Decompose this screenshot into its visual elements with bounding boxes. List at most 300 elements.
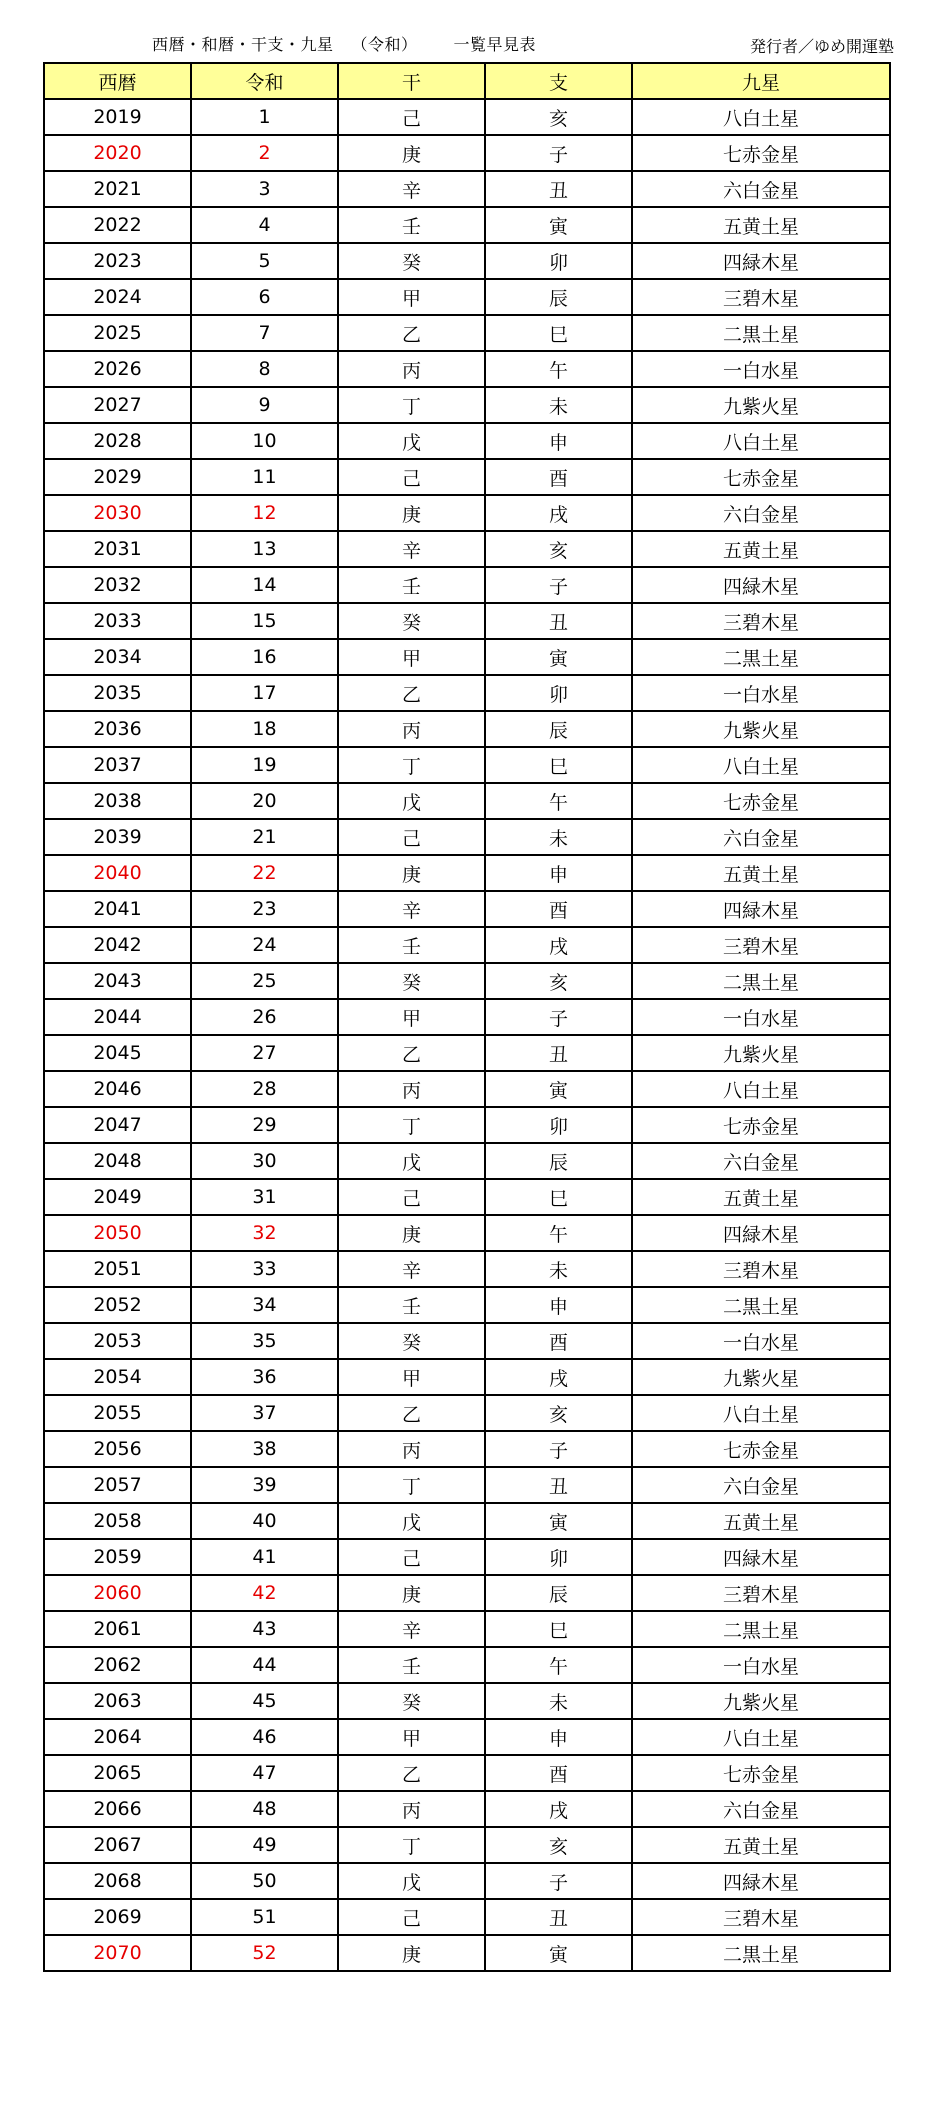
cell-earthly-branch: 卯 [485,1107,632,1143]
cell-nine-star: 四緑木星 [632,243,890,279]
table-row [44,387,890,423]
cell-reiwa-year: 51 [191,1899,338,1935]
cell-reiwa-year: 12 [191,495,338,531]
table-row [44,1683,890,1719]
cell-reiwa-year: 45 [191,1683,338,1719]
cell-nine-star: 七赤金星 [632,783,890,819]
cell-heavenly-stem: 乙 [338,1395,485,1431]
cell-western-year: 2030 [44,495,191,531]
cell-heavenly-stem: 辛 [338,531,485,567]
cell-nine-star: 二黒土星 [632,315,890,351]
cell-earthly-branch: 未 [485,387,632,423]
cell-earthly-branch: 卯 [485,675,632,711]
table-row [44,1179,890,1215]
cell-reiwa-year: 5 [191,243,338,279]
cell-heavenly-stem: 己 [338,459,485,495]
cell-earthly-branch: 午 [485,1647,632,1683]
cell-nine-star: 四緑木星 [632,1539,890,1575]
cell-nine-star: 五黄土星 [632,855,890,891]
table-row [44,1647,890,1683]
cell-nine-star: 二黒土星 [632,639,890,675]
cell-earthly-branch: 巳 [485,315,632,351]
cell-earthly-branch: 子 [485,135,632,171]
table-row [44,1395,890,1431]
cell-western-year: 2019 [44,99,191,135]
cell-earthly-branch: 亥 [485,1395,632,1431]
table-row [44,315,890,351]
cell-western-year: 2040 [44,855,191,891]
table-row [44,1575,890,1611]
cell-heavenly-stem: 甲 [338,1359,485,1395]
cell-nine-star: 二黒土星 [632,1611,890,1647]
cell-nine-star: 三碧木星 [632,603,890,639]
cell-reiwa-year: 42 [191,1575,338,1611]
cell-reiwa-year: 48 [191,1791,338,1827]
cell-western-year: 2035 [44,675,191,711]
table-row [44,855,890,891]
cell-nine-star: 八白土星 [632,1071,890,1107]
table-row [44,747,890,783]
cell-reiwa-year: 14 [191,567,338,603]
cell-nine-star: 五黄土星 [632,1827,890,1863]
cell-nine-star: 一白水星 [632,351,890,387]
cell-reiwa-year: 17 [191,675,338,711]
cell-heavenly-stem: 甲 [338,279,485,315]
cell-nine-star: 九紫火星 [632,1359,890,1395]
cell-reiwa-year: 16 [191,639,338,675]
cell-nine-star: 二黒土星 [632,1287,890,1323]
cell-reiwa-year: 26 [191,999,338,1035]
cell-earthly-branch: 午 [485,783,632,819]
cell-western-year: 2025 [44,315,191,351]
cell-western-year: 2046 [44,1071,191,1107]
cell-reiwa-year: 13 [191,531,338,567]
cell-nine-star: 三碧木星 [632,1899,890,1935]
cell-reiwa-year: 44 [191,1647,338,1683]
table-row [44,1215,890,1251]
table-row [44,1359,890,1395]
cell-heavenly-stem: 己 [338,99,485,135]
cell-earthly-branch: 辰 [485,279,632,315]
cell-western-year: 2052 [44,1287,191,1323]
cell-western-year: 2066 [44,1791,191,1827]
cell-heavenly-stem: 己 [338,1539,485,1575]
cell-heavenly-stem: 丁 [338,1467,485,1503]
cell-western-year: 2037 [44,747,191,783]
cell-nine-star: 七赤金星 [632,1755,890,1791]
cell-western-year: 2067 [44,1827,191,1863]
cell-heavenly-stem: 丁 [338,1827,485,1863]
cell-nine-star: 四緑木星 [632,891,890,927]
cell-western-year: 2053 [44,1323,191,1359]
column-header-nine-star: 九星 [632,63,890,99]
cell-reiwa-year: 25 [191,963,338,999]
cell-reiwa-year: 33 [191,1251,338,1287]
cell-nine-star: 八白土星 [632,1395,890,1431]
cell-western-year: 2034 [44,639,191,675]
cell-heavenly-stem: 丁 [338,387,485,423]
table-row [44,1719,890,1755]
cell-reiwa-year: 36 [191,1359,338,1395]
cell-nine-star: 七赤金星 [632,1431,890,1467]
cell-reiwa-year: 20 [191,783,338,819]
cell-nine-star: 九紫火星 [632,711,890,747]
cell-earthly-branch: 子 [485,567,632,603]
cell-nine-star: 六白金星 [632,171,890,207]
cell-earthly-branch: 亥 [485,531,632,567]
table-row [44,1755,890,1791]
header-row [44,63,890,99]
table-body [44,99,890,1971]
cell-heavenly-stem: 辛 [338,1611,485,1647]
cell-reiwa-year: 10 [191,423,338,459]
cell-earthly-branch: 巳 [485,1179,632,1215]
table-row [44,927,890,963]
cell-heavenly-stem: 丙 [338,351,485,387]
cell-western-year: 2063 [44,1683,191,1719]
cell-nine-star: 三碧木星 [632,1251,890,1287]
cell-earthly-branch: 午 [485,351,632,387]
cell-heavenly-stem: 庚 [338,1935,485,1971]
column-header-reiwa-year: 令和 [191,63,338,99]
cell-western-year: 2028 [44,423,191,459]
table-row [44,1323,890,1359]
cell-heavenly-stem: 庚 [338,855,485,891]
table-row [44,603,890,639]
cell-western-year: 2051 [44,1251,191,1287]
cell-heavenly-stem: 壬 [338,1647,485,1683]
cell-reiwa-year: 21 [191,819,338,855]
cell-heavenly-stem: 戊 [338,1863,485,1899]
cell-heavenly-stem: 己 [338,819,485,855]
cell-earthly-branch: 辰 [485,1575,632,1611]
cell-heavenly-stem: 戊 [338,423,485,459]
cell-earthly-branch: 丑 [485,1467,632,1503]
cell-reiwa-year: 46 [191,1719,338,1755]
table-row [44,891,890,927]
cell-earthly-branch: 子 [485,1431,632,1467]
cell-western-year: 2054 [44,1359,191,1395]
table-row [44,1071,890,1107]
cell-reiwa-year: 27 [191,1035,338,1071]
cell-reiwa-year: 41 [191,1539,338,1575]
cell-western-year: 2061 [44,1611,191,1647]
cell-nine-star: 三碧木星 [632,927,890,963]
cell-nine-star: 八白土星 [632,423,890,459]
cell-western-year: 2027 [44,387,191,423]
title-era: （令和） [351,35,418,54]
cell-western-year: 2060 [44,1575,191,1611]
table-row [44,639,890,675]
cell-heavenly-stem: 甲 [338,1719,485,1755]
table-row [44,1107,890,1143]
cell-earthly-branch: 寅 [485,1503,632,1539]
cell-reiwa-year: 29 [191,1107,338,1143]
page-header [0,0,929,62]
cell-reiwa-year: 19 [191,747,338,783]
cell-reiwa-year: 18 [191,711,338,747]
cell-nine-star: 九紫火星 [632,387,890,423]
cell-nine-star: 三碧木星 [632,279,890,315]
cell-western-year: 2068 [44,1863,191,1899]
cell-heavenly-stem: 戊 [338,783,485,819]
cell-western-year: 2043 [44,963,191,999]
cell-nine-star: 七赤金星 [632,135,890,171]
table-row [44,567,890,603]
cell-western-year: 2024 [44,279,191,315]
cell-heavenly-stem: 壬 [338,1287,485,1323]
cell-heavenly-stem: 己 [338,1899,485,1935]
cell-heavenly-stem: 癸 [338,963,485,999]
cell-earthly-branch: 子 [485,1863,632,1899]
cell-reiwa-year: 6 [191,279,338,315]
cell-earthly-branch: 酉 [485,1323,632,1359]
cell-nine-star: 八白土星 [632,747,890,783]
cell-nine-star: 二黒土星 [632,1935,890,1971]
cell-western-year: 2065 [44,1755,191,1791]
column-header-earthly-branch: 支 [485,63,632,99]
table-row [44,135,890,171]
cell-heavenly-stem: 戊 [338,1143,485,1179]
cell-reiwa-year: 47 [191,1755,338,1791]
cell-reiwa-year: 31 [191,1179,338,1215]
cell-earthly-branch: 申 [485,855,632,891]
title-main: 西暦・和暦・干支・九星 [152,35,334,54]
table-row [44,1467,890,1503]
cell-heavenly-stem: 丙 [338,1791,485,1827]
cell-western-year: 2056 [44,1431,191,1467]
cell-nine-star: 七赤金星 [632,1107,890,1143]
document-title [152,32,536,55]
cell-earthly-branch: 申 [485,1719,632,1755]
title-sub: 一覧早見表 [453,35,537,54]
cell-reiwa-year: 30 [191,1143,338,1179]
table-row [44,1503,890,1539]
cell-earthly-branch: 亥 [485,1827,632,1863]
cell-nine-star: 三碧木星 [632,1575,890,1611]
cell-western-year: 2057 [44,1467,191,1503]
cell-western-year: 2059 [44,1539,191,1575]
table-row [44,1287,890,1323]
table-row [44,1431,890,1467]
cell-heavenly-stem: 癸 [338,1323,485,1359]
cell-reiwa-year: 2 [191,135,338,171]
cell-western-year: 2026 [44,351,191,387]
cell-western-year: 2049 [44,1179,191,1215]
table-row [44,351,890,387]
cell-heavenly-stem: 壬 [338,567,485,603]
cell-western-year: 2055 [44,1395,191,1431]
cell-nine-star: 五黄土星 [632,207,890,243]
cell-earthly-branch: 卯 [485,243,632,279]
column-header-heavenly-stem: 干 [338,63,485,99]
table-row [44,675,890,711]
cell-heavenly-stem: 丙 [338,711,485,747]
cell-heavenly-stem: 甲 [338,639,485,675]
table-row [44,783,890,819]
cell-heavenly-stem: 癸 [338,243,485,279]
cell-western-year: 2041 [44,891,191,927]
cell-earthly-branch: 酉 [485,459,632,495]
cell-western-year: 2069 [44,1899,191,1935]
cell-reiwa-year: 24 [191,927,338,963]
cell-nine-star: 五黄土星 [632,531,890,567]
table-row [44,495,890,531]
cell-earthly-branch: 亥 [485,963,632,999]
cell-western-year: 2029 [44,459,191,495]
cell-heavenly-stem: 庚 [338,135,485,171]
cell-reiwa-year: 7 [191,315,338,351]
table-row [44,243,890,279]
table-row [44,207,890,243]
cell-earthly-branch: 子 [485,999,632,1035]
cell-western-year: 2021 [44,171,191,207]
table-row [44,999,890,1035]
table-row [44,459,890,495]
table-row [44,1611,890,1647]
cell-heavenly-stem: 戊 [338,1503,485,1539]
cell-earthly-branch: 丑 [485,1035,632,1071]
cell-heavenly-stem: 乙 [338,315,485,351]
cell-nine-star: 四緑木星 [632,1863,890,1899]
cell-reiwa-year: 35 [191,1323,338,1359]
cell-western-year: 2022 [44,207,191,243]
cell-nine-star: 六白金星 [632,1467,890,1503]
cell-nine-star: 四緑木星 [632,567,890,603]
cell-western-year: 2045 [44,1035,191,1071]
cell-reiwa-year: 32 [191,1215,338,1251]
cell-heavenly-stem: 乙 [338,1755,485,1791]
cell-earthly-branch: 戌 [485,495,632,531]
cell-reiwa-year: 43 [191,1611,338,1647]
cell-western-year: 2032 [44,567,191,603]
cell-western-year: 2058 [44,1503,191,1539]
cell-heavenly-stem: 辛 [338,891,485,927]
cell-nine-star: 四緑木星 [632,1215,890,1251]
cell-reiwa-year: 22 [191,855,338,891]
cell-western-year: 2031 [44,531,191,567]
cell-nine-star: 一白水星 [632,1647,890,1683]
cell-earthly-branch: 辰 [485,711,632,747]
cell-western-year: 2020 [44,135,191,171]
cell-heavenly-stem: 庚 [338,495,485,531]
cell-nine-star: 一白水星 [632,999,890,1035]
table-row [44,1899,890,1935]
table-row [44,819,890,855]
cell-earthly-branch: 丑 [485,603,632,639]
cell-earthly-branch: 午 [485,1215,632,1251]
cell-reiwa-year: 1 [191,99,338,135]
cell-earthly-branch: 寅 [485,639,632,675]
table-row [44,1791,890,1827]
cell-reiwa-year: 40 [191,1503,338,1539]
cell-reiwa-year: 38 [191,1431,338,1467]
cell-western-year: 2033 [44,603,191,639]
table-row [44,1251,890,1287]
cell-heavenly-stem: 乙 [338,675,485,711]
cell-heavenly-stem: 癸 [338,1683,485,1719]
cell-heavenly-stem: 庚 [338,1215,485,1251]
cell-western-year: 2023 [44,243,191,279]
cell-reiwa-year: 49 [191,1827,338,1863]
cell-earthly-branch: 酉 [485,891,632,927]
cell-reiwa-year: 52 [191,1935,338,1971]
table-row [44,963,890,999]
cell-reiwa-year: 28 [191,1071,338,1107]
cell-earthly-branch: 未 [485,819,632,855]
cell-reiwa-year: 39 [191,1467,338,1503]
publisher-label: 発行者／ゆめ開運塾 [749,37,894,56]
cell-western-year: 2039 [44,819,191,855]
cell-earthly-branch: 寅 [485,1071,632,1107]
cell-reiwa-year: 4 [191,207,338,243]
cell-heavenly-stem: 辛 [338,171,485,207]
cell-nine-star: 八白土星 [632,99,890,135]
cell-nine-star: 一白水星 [632,1323,890,1359]
cell-nine-star: 五黄土星 [632,1503,890,1539]
cell-nine-star: 五黄土星 [632,1179,890,1215]
cell-nine-star: 九紫火星 [632,1035,890,1071]
cell-western-year: 2038 [44,783,191,819]
cell-nine-star: 六白金星 [632,495,890,531]
table-row [44,1935,890,1971]
cell-nine-star: 六白金星 [632,1143,890,1179]
cell-heavenly-stem: 丙 [338,1431,485,1467]
cell-nine-star: 二黒土星 [632,963,890,999]
table-row [44,423,890,459]
cell-reiwa-year: 37 [191,1395,338,1431]
cell-reiwa-year: 23 [191,891,338,927]
cell-heavenly-stem: 乙 [338,1035,485,1071]
cell-earthly-branch: 寅 [485,1935,632,1971]
cell-western-year: 2070 [44,1935,191,1971]
cell-heavenly-stem: 壬 [338,207,485,243]
table-row [44,1035,890,1071]
almanac-table [43,62,891,1972]
cell-heavenly-stem: 甲 [338,999,485,1035]
cell-reiwa-year: 50 [191,1863,338,1899]
cell-earthly-branch: 戌 [485,1791,632,1827]
cell-earthly-branch: 戌 [485,927,632,963]
cell-reiwa-year: 9 [191,387,338,423]
cell-western-year: 2062 [44,1647,191,1683]
cell-earthly-branch: 丑 [485,171,632,207]
cell-western-year: 2048 [44,1143,191,1179]
cell-heavenly-stem: 辛 [338,1251,485,1287]
cell-western-year: 2064 [44,1719,191,1755]
cell-heavenly-stem: 丁 [338,1107,485,1143]
cell-heavenly-stem: 丙 [338,1071,485,1107]
cell-earthly-branch: 卯 [485,1539,632,1575]
cell-earthly-branch: 寅 [485,207,632,243]
cell-nine-star: 六白金星 [632,1791,890,1827]
cell-nine-star: 七赤金星 [632,459,890,495]
table-row [44,1539,890,1575]
cell-earthly-branch: 巳 [485,1611,632,1647]
cell-earthly-branch: 酉 [485,1755,632,1791]
cell-earthly-branch: 亥 [485,99,632,135]
cell-earthly-branch: 申 [485,1287,632,1323]
cell-heavenly-stem: 己 [338,1179,485,1215]
cell-earthly-branch: 未 [485,1251,632,1287]
table-row [44,1863,890,1899]
table-row [44,1827,890,1863]
cell-nine-star: 九紫火星 [632,1683,890,1719]
cell-nine-star: 一白水星 [632,675,890,711]
cell-heavenly-stem: 丁 [338,747,485,783]
table-row [44,279,890,315]
table-row [44,1143,890,1179]
